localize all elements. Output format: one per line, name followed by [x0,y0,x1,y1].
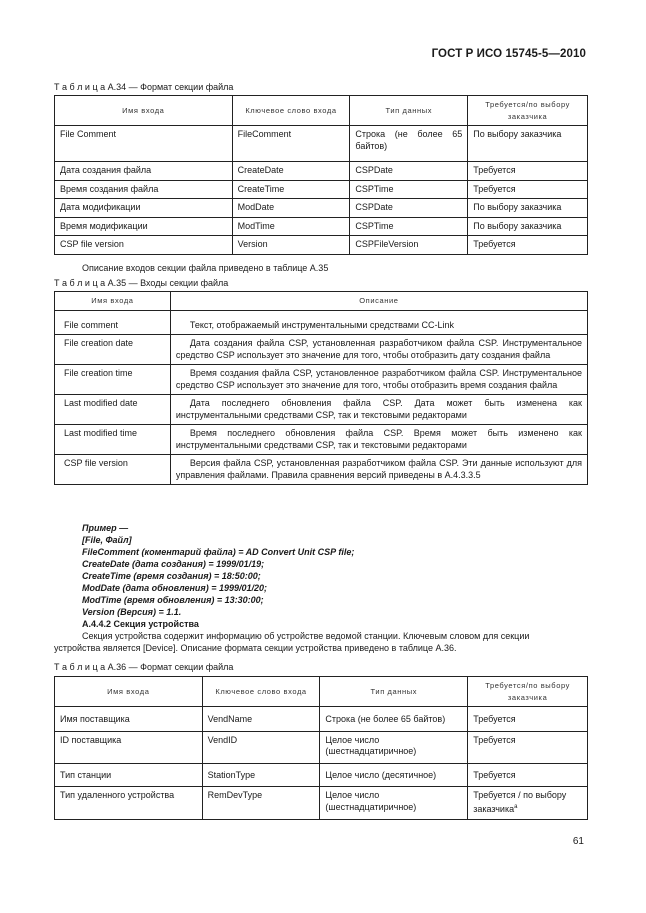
table-a35-header: Описание [170,292,587,311]
table-row [55,425,588,455]
table-row [55,217,588,236]
table-cell: Целое число (шестнадцатиричное) [320,787,468,820]
table-a36-caption: Т а б л и ц а А.36 — Формат секции файла [54,662,234,672]
table-row [55,731,588,763]
table-a35-caption: Т а б л и ц а А.35 — Входы секции файла [54,278,229,288]
example-line: ModTime (время обновления) = 13:30:00; [82,595,264,605]
table-a34-header: Ключевое слово входа [232,96,350,126]
table-cell: CSP file version [55,455,171,485]
table-cell: Время последнего обновления файла CSP. Время может быть изменено как инструментальными средствами CSP, так и текстовыми редакторами [170,425,587,455]
table-cell: Тип станции [55,763,203,787]
table-cell: Время создания файла CSP, установленное разработчиком файла CSP. Инструментальное средство CSP использует это значение для того, чтобы отобразить время создания файла [170,365,587,395]
table-cell: Дата модификации [55,199,233,218]
table-cell: CSPFileVersion [350,236,468,255]
table-row [55,310,588,335]
table-a35 [54,291,588,485]
table-cell: Требуется [468,162,588,181]
table-cell: Требуется [468,763,588,787]
table-cell: CreateDate [232,162,350,181]
table-cell: Время создания файла [55,180,233,199]
table-a36-header: Имя входа [55,677,203,707]
table-a35-header: Имя входа [55,292,171,311]
table-cell: Строка (не более 65 байтов) [350,126,468,162]
table-cell: Текст, отображаемый инструментальными средствами CC-Link [170,310,587,335]
table-cell: Требуется [468,180,588,199]
table-row [55,335,588,365]
table-cell: Имя поставщика [55,707,203,732]
table-row [55,787,588,820]
table-row [55,707,588,732]
table-cell: Целое число (десятичное) [320,763,468,787]
table-cell: Требуется [468,236,588,255]
table-row [55,455,588,485]
table-cell: File comment [55,310,171,335]
table-cell: CreateTime [232,180,350,199]
table-cell: VendName [202,707,320,732]
footnote-mark: a [514,803,518,810]
example-line: FileComment (коментарий файла) = AD Convert Unit CSP file; [82,547,355,557]
table-a36-header: Тип данных [320,677,468,707]
table-cell: VendID [202,731,320,763]
table-cell: CSPTime [350,180,468,199]
table-cell: RemDevType [202,787,320,820]
document-id: ГОСТ Р ИСО 15745-5—2010 [431,48,586,60]
table-cell: Строка (не более 65 байтов) [320,707,468,732]
table-cell: File creation date [55,335,171,365]
section-a442-text: Секция устройства содержит информацию об устройстве ведомой станции. Ключевым словом для секции [82,631,530,641]
table-cell: ModDate [232,199,350,218]
example-line: CreateDate (дата создания) = 1999/01/19; [82,559,265,569]
table-cell: File creation time [55,365,171,395]
section-a442-text: устройства является [Device]. Описание формата секции устройства приведено в таблице А.36. [54,643,457,653]
table-a36-header: Ключевое слово входа [202,677,320,707]
table-row [55,763,588,787]
table-cell: CSP file version [55,236,233,255]
table-cell: CSPDate [350,199,468,218]
table-row [55,395,588,425]
table-cell: Version [232,236,350,255]
table-cell: Дата создания файла [55,162,233,181]
table-cell: Целое число (шестнадцатиричное) [320,731,468,763]
table-a36 [54,676,588,820]
table-cell: По выбору заказчика [468,199,588,218]
table-cell: Требуется [468,707,588,732]
table-cell: ModTime [232,217,350,236]
table-cell: По выбору заказчика [468,217,588,236]
table-row [55,236,588,255]
table-cell: Версия файла CSP, установленная разработчиком файла CSP. Эти данные используют для управления файлами. Правила сравнения версий приведены в А.4.3.3.5 [170,455,587,485]
table-cell: Дата создания файла CSP, установленная разработчиком файла CSP. Инструментальное средство CSP использует это значение для того, чтобы отобразить дату создания файла [170,335,587,365]
section-a442-title: А.4.4.2 Секция устройства [82,619,199,629]
table-cell: Last modified date [55,395,171,425]
table-cell: File Comment [55,126,233,162]
example-line: ModDate (дата обновления) = 1999/01/20; [82,583,268,593]
table-cell: FileComment [232,126,350,162]
table-a34-header: Требуется/по выбору заказчика [468,96,588,126]
table-row [55,180,588,199]
table-a34-caption: Т а б л и ц а А.34 — Формат секции файла [54,82,234,92]
table-cell: Тип удаленного устройства [55,787,203,820]
example-heading: Пример — [82,523,129,533]
table-row [55,365,588,395]
table-cell [468,787,588,820]
table-cell: StationType [202,763,320,787]
table-cell: CSPDate [350,162,468,181]
table-cell: По выбору заказчика [468,126,588,162]
table-cell: Last modified time [55,425,171,455]
example-line: Version (Версия) = 1.1. [82,607,182,617]
table-cell: Время модификации [55,217,233,236]
example-line: [File, Файл] [82,535,132,545]
table-row [55,162,588,181]
table-a35-intro: Описание входов секции файла приведено в таблице А.35 [82,263,329,273]
table-cell: Дата последнего обновления файла CSP. Дата может быть изменена как инструментальными средствами CSP, так и текстовыми редакторами [170,395,587,425]
table-row [55,126,588,162]
table-a34-header: Имя входа [55,96,233,126]
table-a34-header: Тип данных [350,96,468,126]
table-row [55,199,588,218]
table-cell-text: Требуется / по выбору заказчика [473,790,567,814]
example-line: CreateTime (время создания) = 18:50:00; [82,571,261,581]
table-a36-header: Требуется/по выбору заказчика [468,677,588,707]
table-a34 [54,95,588,255]
table-cell: CSPTime [350,217,468,236]
page-number: 61 [572,836,584,847]
table-cell: ID поставщика [55,731,203,763]
table-cell: Требуется [468,731,588,763]
